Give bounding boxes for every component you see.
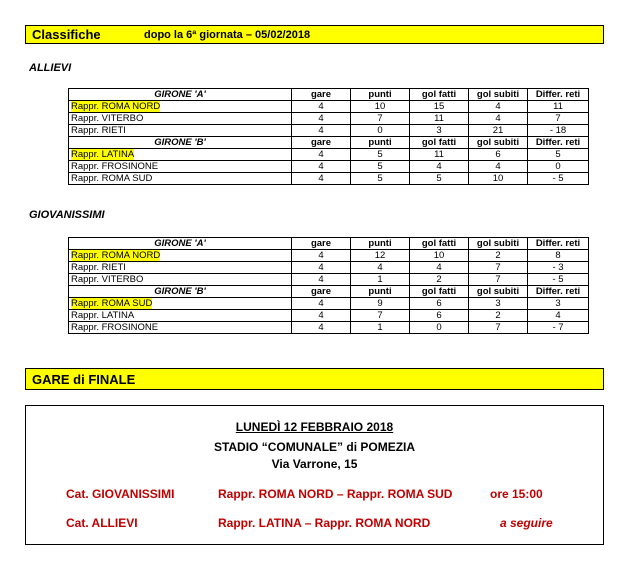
girone-header-row: [69, 286, 589, 298]
stat-differ: 5: [528, 149, 589, 161]
stat-gol-fatti: 4: [410, 262, 469, 274]
stat-gare: 4: [292, 310, 351, 322]
girone-header-row: [69, 89, 589, 101]
column-header: gol subiti: [469, 286, 528, 298]
column-header: gol subiti: [469, 238, 528, 250]
team-name: Rappr. FROSINONE: [69, 322, 292, 334]
finale-header-bar: [25, 368, 604, 390]
column-header: gol fatti: [410, 89, 469, 101]
game-time: a seguire: [500, 516, 553, 530]
table-row: [69, 149, 589, 161]
stat-gare: 4: [292, 322, 351, 334]
team-name: Rappr. LATINA: [69, 310, 292, 322]
table-row: [69, 310, 589, 322]
table-row: [69, 173, 589, 185]
team-name: [69, 101, 292, 113]
stat-punti: 9: [351, 298, 410, 310]
stat-gol-subiti: 7: [469, 262, 528, 274]
stat-gol-fatti: 4: [410, 161, 469, 173]
girone-label: GIRONE 'B': [69, 137, 292, 149]
stat-gol-fatti: 3: [410, 125, 469, 137]
stat-differ: - 18: [528, 125, 589, 137]
column-header: punti: [351, 286, 410, 298]
finale-date: LUNEDÌ 12 FEBBRAIO 2018: [235, 420, 394, 434]
stat-gol-subiti: 3: [469, 298, 528, 310]
stat-differ: 4: [528, 310, 589, 322]
girone-header-row: [69, 137, 589, 149]
allievi-table: [68, 88, 589, 185]
team-name-highlight: Rappr. ROMA NORD: [71, 250, 161, 261]
column-header: gol fatti: [410, 238, 469, 250]
team-name-highlight: Rappr. LATINA: [71, 149, 135, 160]
stat-punti: 7: [351, 310, 410, 322]
table-row: [69, 250, 589, 262]
game-time: ore 15:00: [490, 487, 543, 501]
stat-differ: 11: [528, 101, 589, 113]
column-header: gol subiti: [469, 89, 528, 101]
game-match: Rappr. LATINA – Rappr. ROMA NORD: [218, 516, 431, 530]
table-row: [69, 161, 589, 173]
finale-address: Via Varrone, 15: [271, 457, 358, 471]
column-header: punti: [351, 238, 410, 250]
stat-differ: 8: [528, 250, 589, 262]
team-name: [69, 250, 292, 262]
stat-gol-subiti: 2: [469, 310, 528, 322]
stat-punti: 5: [351, 161, 410, 173]
stat-gol-fatti: 11: [410, 149, 469, 161]
column-header: gare: [292, 89, 351, 101]
game-category: Cat. GIOVANISSIMI: [66, 487, 175, 501]
stat-gare: 4: [292, 101, 351, 113]
girone-label: GIRONE 'A': [69, 89, 292, 101]
stat-differ: - 5: [528, 274, 589, 286]
column-header: gare: [292, 238, 351, 250]
column-header: Differ. reti: [528, 137, 589, 149]
girone-label: GIRONE 'A': [69, 238, 292, 250]
team-name: Rappr. VITERBO: [69, 274, 292, 286]
stat-gare: 4: [292, 274, 351, 286]
team-name: Rappr. FROSINONE: [69, 161, 292, 173]
column-header: gare: [292, 137, 351, 149]
column-header: Differ. reti: [528, 89, 589, 101]
stat-gol-subiti: 7: [469, 274, 528, 286]
stat-gol-fatti: 5: [410, 173, 469, 185]
column-header: punti: [351, 137, 410, 149]
stat-gol-fatti: 11: [410, 113, 469, 125]
stat-gol-subiti: 7: [469, 322, 528, 334]
stat-gare: 4: [292, 262, 351, 274]
stat-punti: 4: [351, 262, 410, 274]
stat-gare: 4: [292, 113, 351, 125]
allievi-title: ALLIEVI: [29, 62, 72, 74]
stat-differ: - 5: [528, 173, 589, 185]
table-row: [69, 262, 589, 274]
stat-gol-fatti: 15: [410, 101, 469, 113]
team-name-highlight: Rappr. ROMA NORD: [71, 101, 161, 112]
stat-punti: 5: [351, 149, 410, 161]
finale-box: [25, 405, 604, 545]
stat-gol-fatti: 6: [410, 310, 469, 322]
column-header: gol fatti: [410, 137, 469, 149]
stat-gol-subiti: 4: [469, 113, 528, 125]
stat-differ: 7: [528, 113, 589, 125]
team-name: Rappr. RIETI: [69, 262, 292, 274]
team-name: [69, 298, 292, 310]
team-name: Rappr. ROMA SUD: [69, 173, 292, 185]
classifiche-header-bar: [25, 25, 604, 44]
team-name: [69, 149, 292, 161]
stat-gare: 4: [292, 173, 351, 185]
stat-gol-subiti: 4: [469, 101, 528, 113]
stat-gol-fatti: 2: [410, 274, 469, 286]
stat-gare: 4: [292, 298, 351, 310]
finale-title: GARE di FINALE: [32, 372, 136, 387]
team-name: Rappr. RIETI: [69, 125, 292, 137]
column-header: Differ. reti: [528, 286, 589, 298]
game-match: Rappr. ROMA NORD – Rappr. ROMA SUD: [218, 487, 453, 501]
stat-gare: 4: [292, 161, 351, 173]
stat-punti: 1: [351, 274, 410, 286]
column-header: gol subiti: [469, 137, 528, 149]
girone-label: GIRONE 'B': [69, 286, 292, 298]
stat-punti: 0: [351, 125, 410, 137]
stat-gol-fatti: 6: [410, 298, 469, 310]
team-name-highlight: Rappr. ROMA SUD: [71, 298, 153, 309]
stat-punti: 7: [351, 113, 410, 125]
column-header: gare: [292, 286, 351, 298]
table-row: [69, 113, 589, 125]
stat-gol-subiti: 2: [469, 250, 528, 262]
column-header: gol fatti: [410, 286, 469, 298]
stat-punti: 5: [351, 173, 410, 185]
stat-differ: - 3: [528, 262, 589, 274]
stat-punti: 10: [351, 101, 410, 113]
column-header: punti: [351, 89, 410, 101]
stat-differ: - 7: [528, 322, 589, 334]
table-row: [69, 298, 589, 310]
stat-punti: 12: [351, 250, 410, 262]
stat-differ: 0: [528, 161, 589, 173]
stat-gol-fatti: 10: [410, 250, 469, 262]
stat-gare: 4: [292, 149, 351, 161]
table-row: [69, 322, 589, 334]
stat-differ: 3: [528, 298, 589, 310]
classifiche-title: Classifiche: [32, 27, 101, 42]
classifiche-subtitle: dopo la 6ª giornata – 05/02/2018: [144, 29, 311, 41]
column-header: Differ. reti: [528, 238, 589, 250]
game-category: Cat. ALLIEVI: [66, 516, 138, 530]
stat-gare: 4: [292, 125, 351, 137]
stat-gol-subiti: 21: [469, 125, 528, 137]
stat-gol-subiti: 6: [469, 149, 528, 161]
giovanissimi-table: [68, 237, 589, 334]
stat-gol-fatti: 0: [410, 322, 469, 334]
giovanissimi-title: GIOVANISSIMI: [29, 209, 105, 221]
stat-gol-subiti: 10: [469, 173, 528, 185]
stat-punti: 1: [351, 322, 410, 334]
table-row: [69, 274, 589, 286]
stat-gare: 4: [292, 250, 351, 262]
team-name: Rappr. VITERBO: [69, 113, 292, 125]
table-row: [69, 101, 589, 113]
finale-stadium: STADIO “COMUNALE” di POMEZIA: [213, 440, 416, 454]
girone-header-row: [69, 238, 589, 250]
table-row: [69, 125, 589, 137]
stat-gol-subiti: 4: [469, 161, 528, 173]
